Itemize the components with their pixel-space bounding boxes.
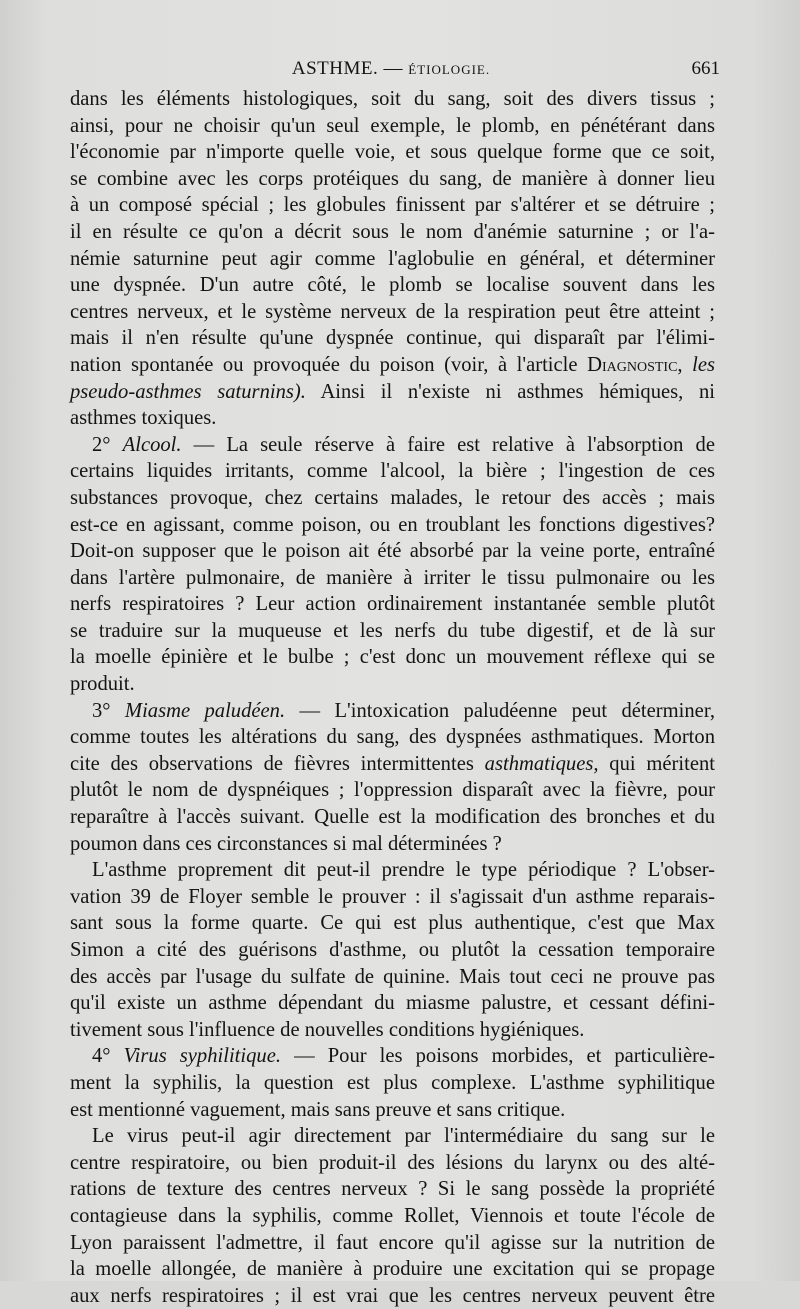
- text-line: contagieuse dans la syphilis, comme Rollet, Viennois et toute l'école de: [70, 1204, 715, 1227]
- text-line: L'asthme proprement dit peut-il prendre le type périodique ? L'obser-: [92, 859, 715, 882]
- section-title: Virus syphilitique.: [123, 1045, 282, 1068]
- text-line: sant sous la forme quarte. Ce qui est plus authentique, c'est que Max: [70, 912, 715, 935]
- paragraph-virus-action: [70, 1123, 715, 1309]
- text-line: est-ce en agissant, comme poison, ou en troublant les fonctions digestives?: [70, 513, 715, 536]
- text-line: [70, 379, 715, 406]
- title-section: ÉTIOLOGIE.: [408, 62, 491, 77]
- text-line: il en résulte ce qu'on a décrit sous le nom d'anémie saturnine ; or l'a-: [70, 220, 715, 243]
- text-line: asthmes toxiques.: [70, 407, 217, 430]
- page-body: [70, 86, 715, 1309]
- text-line: substances provoque, chez certains malades, le retour des accès ; mais: [70, 486, 715, 509]
- text-line: se combine avec les corps protéiques du sang, de manière à donner lieu: [70, 167, 715, 190]
- text-line: des accès par l'usage du sulfate de quinine. Mais tout ceci ne prouve pas: [70, 965, 715, 988]
- text-line: qu'il existe un asthme dépendant du miasme palustre, et cessant défini-: [70, 992, 715, 1015]
- text-run: nation spontanée ou provoquée du poison (voir, à l'article: [70, 353, 578, 376]
- section-miasme-paludeen: [70, 698, 715, 858]
- text-line: dans l'artère pulmonaire, de manière à irriter le tissu pulmonaire ou les: [70, 566, 715, 589]
- cross-reference: Diagnostic,: [587, 353, 683, 376]
- text-line: est mentionné vaguement, mais sans preuve et sans critique.: [70, 1098, 566, 1121]
- text-line: némie saturnine peut agir comme l'aglobulie en général, et déterminer: [70, 247, 715, 270]
- section-title: Miasme paludéen.: [124, 699, 286, 722]
- text-line: vation 39 de Floyer semble le prouver : il s'agissait d'un asthme reparais-: [70, 885, 715, 908]
- title-separator: —: [383, 58, 404, 79]
- text-line: [70, 1043, 715, 1070]
- text-line: centre respiratoire, ou bien produit-il des lésions du larynx ou des alté-: [70, 1151, 715, 1174]
- text-line: [70, 432, 715, 459]
- section-number: 3°: [92, 699, 111, 722]
- text-line: ainsi, pour ne choisir qu'un seul exemple, le plomb, en pénétérant dans: [70, 114, 715, 137]
- italic-run: asthmatiques,: [484, 752, 599, 775]
- text-run: cite des observations de fièvres intermittentes: [70, 752, 474, 775]
- section-virus-syphilitique: [70, 1043, 715, 1123]
- running-title: [70, 58, 712, 80]
- text-run: — Pour les poisons morbides, et particulière-: [294, 1045, 715, 1068]
- text-line: la moelle épinière et le bulbe ; c'est donc un mouvement réflexe qui se: [70, 646, 715, 669]
- text-line: l'économie par n'importe quelle voie, et sous quelque forme que ce soit,: [70, 141, 715, 164]
- text-line: certains liquides irritants, comme l'alcool, la bière ; l'ingestion de ces: [70, 460, 715, 483]
- section-number: 2°: [92, 433, 111, 456]
- section-alcool: [70, 432, 715, 698]
- text-run: Ainsi il n'existe ni asthmes hémiques, ni: [320, 380, 715, 403]
- page-number: 661: [691, 58, 720, 79]
- text-line: [70, 352, 715, 379]
- text-line: rations de texture des centres nerveux ? Si le sang possède la propriété: [70, 1178, 715, 1201]
- text-line: à un composé spécial ; les globules finissent par s'altérer et se détruire ;: [70, 194, 715, 217]
- text-line: dans les éléments histologiques, soit du sang, soit des divers tissus ;: [70, 88, 715, 110]
- text-line: reparaître à l'accès suivant. Quelle est la modification des bronches et du: [70, 806, 715, 829]
- text-run: — La seule réserve à faire est relative à l'absorption de: [193, 433, 715, 456]
- text-line: plutôt le nom de dyspnéiques ; l'oppression disparaît avec la fièvre, pour: [70, 779, 715, 802]
- paragraph-type-periodique: [70, 857, 715, 1043]
- text-line: nerfs respiratoires ? Leur action ordinairement instantanée semble plutôt: [70, 593, 715, 616]
- text-line: poumon dans ces circonstances si mal déterminées ?: [70, 832, 502, 855]
- text-line: tivement sous l'influence de nouvelles conditions hygiéniques.: [70, 1018, 585, 1041]
- text-line: se traduire sur la muqueuse et les nerfs du tube digestif, et de là sur: [70, 619, 715, 642]
- title-main: ASTHME.: [291, 58, 379, 79]
- text-run: qui méritent: [609, 752, 715, 775]
- section-number: 4°: [92, 1045, 111, 1068]
- text-run: — L'intoxication paludéenne peut déterminer,: [299, 699, 715, 722]
- text-line: comme toutes les altérations du sang, des dyspnées asthmatiques. Morton: [70, 726, 715, 749]
- text-line: aux nerfs respiratoires ; il est vrai que les centres nerveux peuvent être: [70, 1284, 715, 1307]
- text-line: la moelle allongée, de manière à produire une excitation qui se propage: [70, 1258, 715, 1281]
- italic-run: pseudo-asthmes saturnins).: [70, 380, 306, 403]
- text-line: Simon a cité des guérisons d'asthme, ou plutôt la cessation temporaire: [70, 939, 715, 961]
- italic-run: les: [692, 353, 715, 376]
- section-title: Alcool.: [122, 433, 182, 456]
- text-line: centres nerveux, et le système nerveux de la respiration peut être atteint ;: [70, 300, 715, 323]
- running-header: [70, 58, 720, 84]
- text-line: ment la syphilis, la question est plus complexe. L'asthme syphilitique: [70, 1071, 715, 1094]
- text-line: [70, 751, 715, 778]
- text-line: une dyspnée. D'un autre côté, le plomb se localise souvent dans les: [70, 274, 715, 297]
- text-line: mais il n'en résulte qu'une dyspnée continue, qui disparaît par l'élimi-: [70, 327, 715, 350]
- text-line: Doit-on supposer que le poison ait été absorbé par la veine porte, entraîné: [70, 540, 715, 563]
- text-line: produit.: [70, 673, 135, 696]
- paragraph-lead-poisoning: [70, 86, 715, 432]
- text-line: [70, 698, 715, 725]
- text-line: Lyon paraissent l'admettre, il faut encore qu'il agisse sur la nutrition de: [70, 1231, 715, 1254]
- text-line: Le virus peut-il agir directement par l'intermédiaire du sang sur le: [92, 1125, 715, 1148]
